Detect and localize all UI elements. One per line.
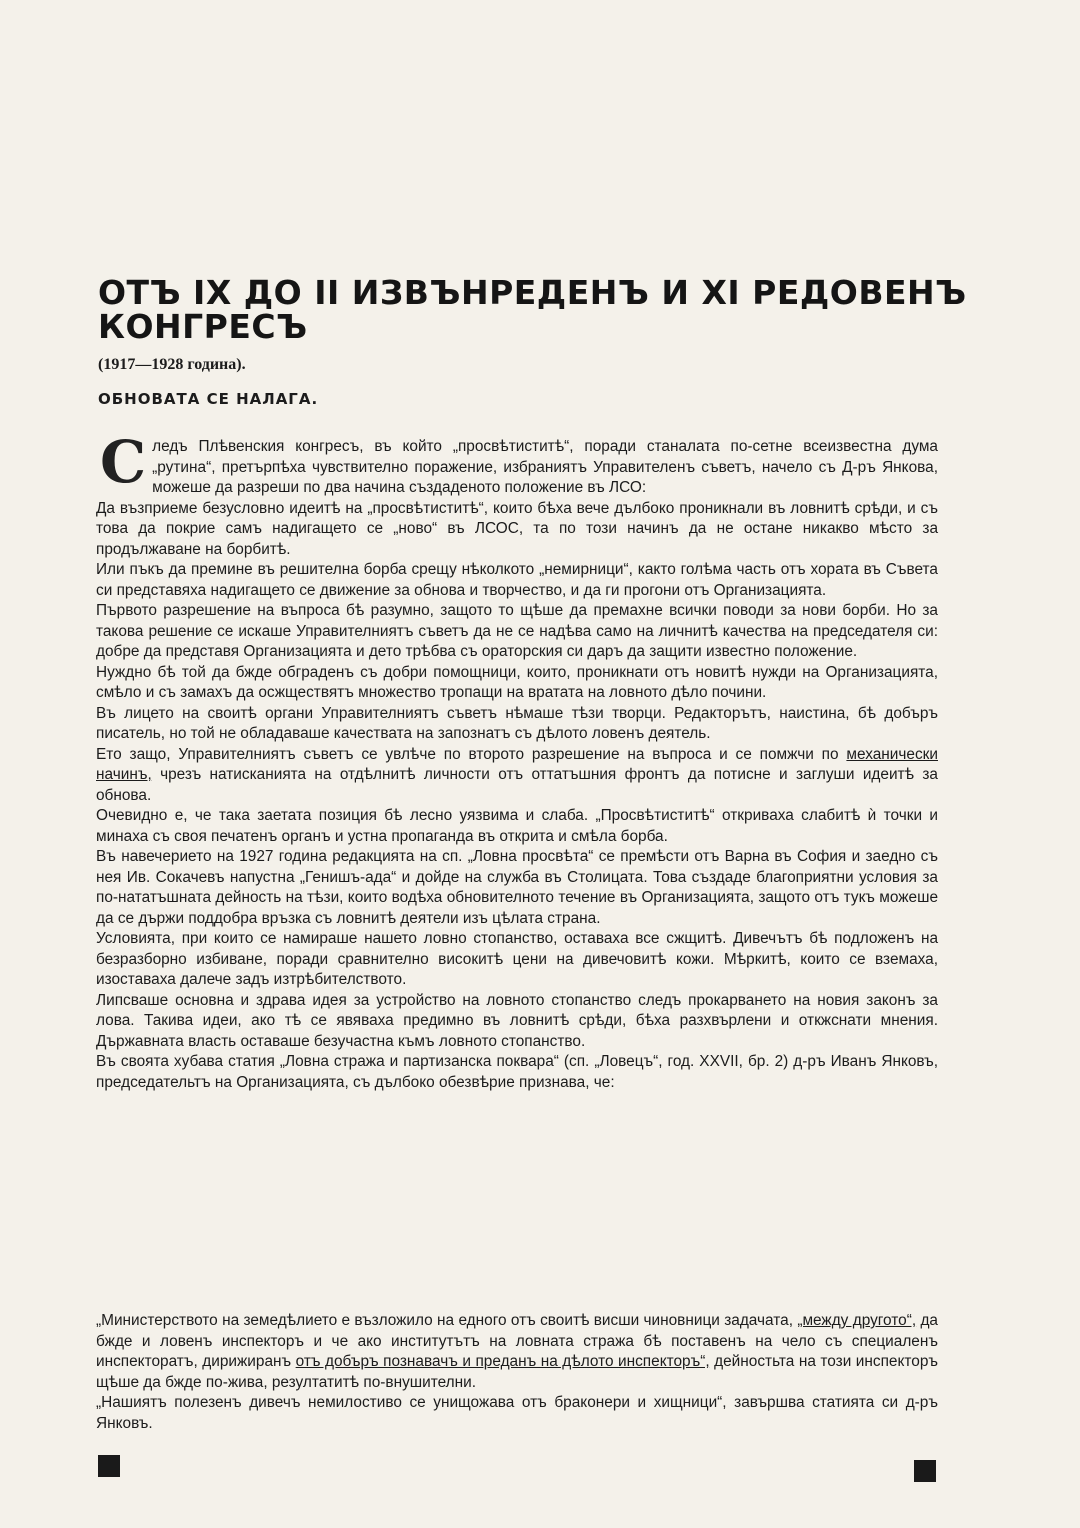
years-range: (1917—1928 година). [98, 356, 246, 373]
paragraph-1: Следъ Плѣвенския конгресъ, въ който „просвѣтиститѣ“, поради станалата по-сетне всеизвестна дума „рутина“, претърпѣха чувствително поражение, избраниятъ Управителенъ съветъ, начело съ Д-ръ Янкова, можеше да разреши по два начина създаденото положение въ ЛСО: [100, 428, 938, 496]
title-line-1: ОТЪ IX ДО II ИЗВЪНРЕДЕНЪ И XI РЕДОВЕНЪ [98, 273, 967, 312]
underlined-phrase: „между другото“, [797, 1312, 917, 1329]
corner-mark-right [914, 1460, 936, 1482]
quote-paragraph-2: „Нашиятъ полезенъ дивечъ немилостиво се унищожава отъ браконери и хищници“, завършва статията си д-ръ Янковъ. [96, 1394, 938, 1432]
paragraph-3: Или пъкъ да премине въ решителна борба срещу нѣколкото „немирници“, както голѣма часть отъ хората въ Съвета си представяха надигащето се движение за обнова и творчество, и да ги прогони отъ Организацията. [96, 561, 938, 599]
paragraph-2: Да възприеме безусловно идеитѣ на „просвѣтиститѣ“, които бѣха вече дълбоко проникнали въ ловнитѣ срѣди, и съ това да покрие самъ надигащето се „ново“ въ ЛСОС, та по този начинъ да не остане никакво мѣсто за продължаване на борбитѣ. [96, 499, 938, 558]
quote-paragraph-1: „Министерството на земедѣлието е възложило на едного отъ своитѣ висши чиновници задачата, „между другото“, да бжде и ловенъ инспекторъ и че ако институтътъ на ловната стража бѣ поставенъ на чело съ специаленъ инспекторатъ, дирижиранъ отъ добъръ познавачъ и преданъ на дѣлото инспекторъ“, дейностьта на този инспекторъ щѣше да бжде по-жива, резултатитѣ по-внушителни. [96, 1312, 939, 1391]
article-title [98, 273, 978, 346]
article-body [96, 428, 938, 1093]
paragraph-12: Въ своята хубава статия „Ловна стража и партизанска поквара“ (сп. „Ловецъ“, год. XXVII, бр. 2) д-ръ Иванъ Янковъ, председательтъ на Организацията, съ дълбоко обезвѣрие признава, че: [96, 1053, 938, 1091]
corner-mark-left [98, 1455, 120, 1477]
paragraph-7: Ето защо, Управителниятъ съветъ се увлѣче по второто разрешение на въпроса и се помжчи по механически начинъ, чрезъ натисканията на отдѣлнитѣ личности отъ оттатъшния фронтъ да потисне и заглуши идеитѣ за обнова. [96, 745, 938, 804]
drop-cap: С [100, 428, 147, 496]
underlined-phrase: механически начинъ, [96, 745, 938, 783]
paragraph-5: Нуждно бѣ той да бжде обграденъ съ добри помощници, които, проникнати отъ новитѣ нужди на Организацията, смѣло и съ замахъ да осжществятъ множество тропащи на вратата на ловното дѣло почини. [96, 663, 938, 701]
title-line-2: КОНГРЕСЪ [98, 307, 308, 346]
paragraph-11: Липсваше основна и здрава идея за устройство на ловното стопанство следъ прокарването на новия законъ за лова. Такива идеи, ако тѣ се явяваха предимно въ ловнитѣ срѣди, бѣха разхвърлени и откжснати мнения. Държавната власть оставаше безучастна къмъ ловното стопанство. [96, 991, 938, 1050]
paragraph-9: Въ навечерието на 1927 година редакцията на сп. „Ловна просвѣта“ се премѣсти отъ Варна въ София и заедно съ нея Ив. Сокачевъ напустна „Генишъ-ада“ и дойде на служба въ Столицата. Това създаде благоприятни условия за по-нататъшната дейность на тѣзи, които водѣха обновителното течение въ Организацията, защото отъ тукъ можеше да се държи поддобра връзка съ ловнитѣ деятели изъ цѣлата страна. [96, 848, 938, 927]
paragraph-8: Очевидно е, че така заетата позиция бѣ лесно уязвима и слаба. „Просвѣтиститѣ“ откриваха слабитѣ ѝ точки и минаха съ своя печатенъ органъ и устна пропаганда въ открита и смѣла борба. [96, 807, 938, 845]
section-subtitle: ОБНОВАТА СЕ НАЛАГА. [98, 390, 319, 408]
paragraph-6: Въ лицето на своитѣ органи Управителниятъ съветъ нѣмаше тѣзи творци. Редакторътъ, наистина, бѣ добъръ писатель, но той не обладаваше качествата на запознатъ съ дѣлото ловенъ деятель. [96, 704, 938, 742]
quotation-block [96, 1311, 938, 1434]
underlined-phrase: отъ добъръ познавачъ и преданъ на дѣлото инспекторъ“, [295, 1353, 710, 1370]
paragraph-10: Условията, при които се намираше нашето ловно стопанство, оставаха все сжщитѣ. Дивечътъ бѣ подложенъ на безразборно избиване, поради сравнително високитѣ цени на дивечовитѣ кожи. Мѣркитѣ, които се вземаха, изоставаха далече задъ изтрѣбителството. [96, 930, 938, 988]
paragraph-4: Първото разрешение на въпроса бѣ разумно, защото то щѣше да премахне всички поводи за нови борби. Но за такова решение се искаше Управителниятъ съветъ да не се надѣва само на личнитѣ качества на председателя си: добре да представя Организацията и дето трѣбва съ ораторския си даръ да защити известно положение. [96, 602, 938, 660]
